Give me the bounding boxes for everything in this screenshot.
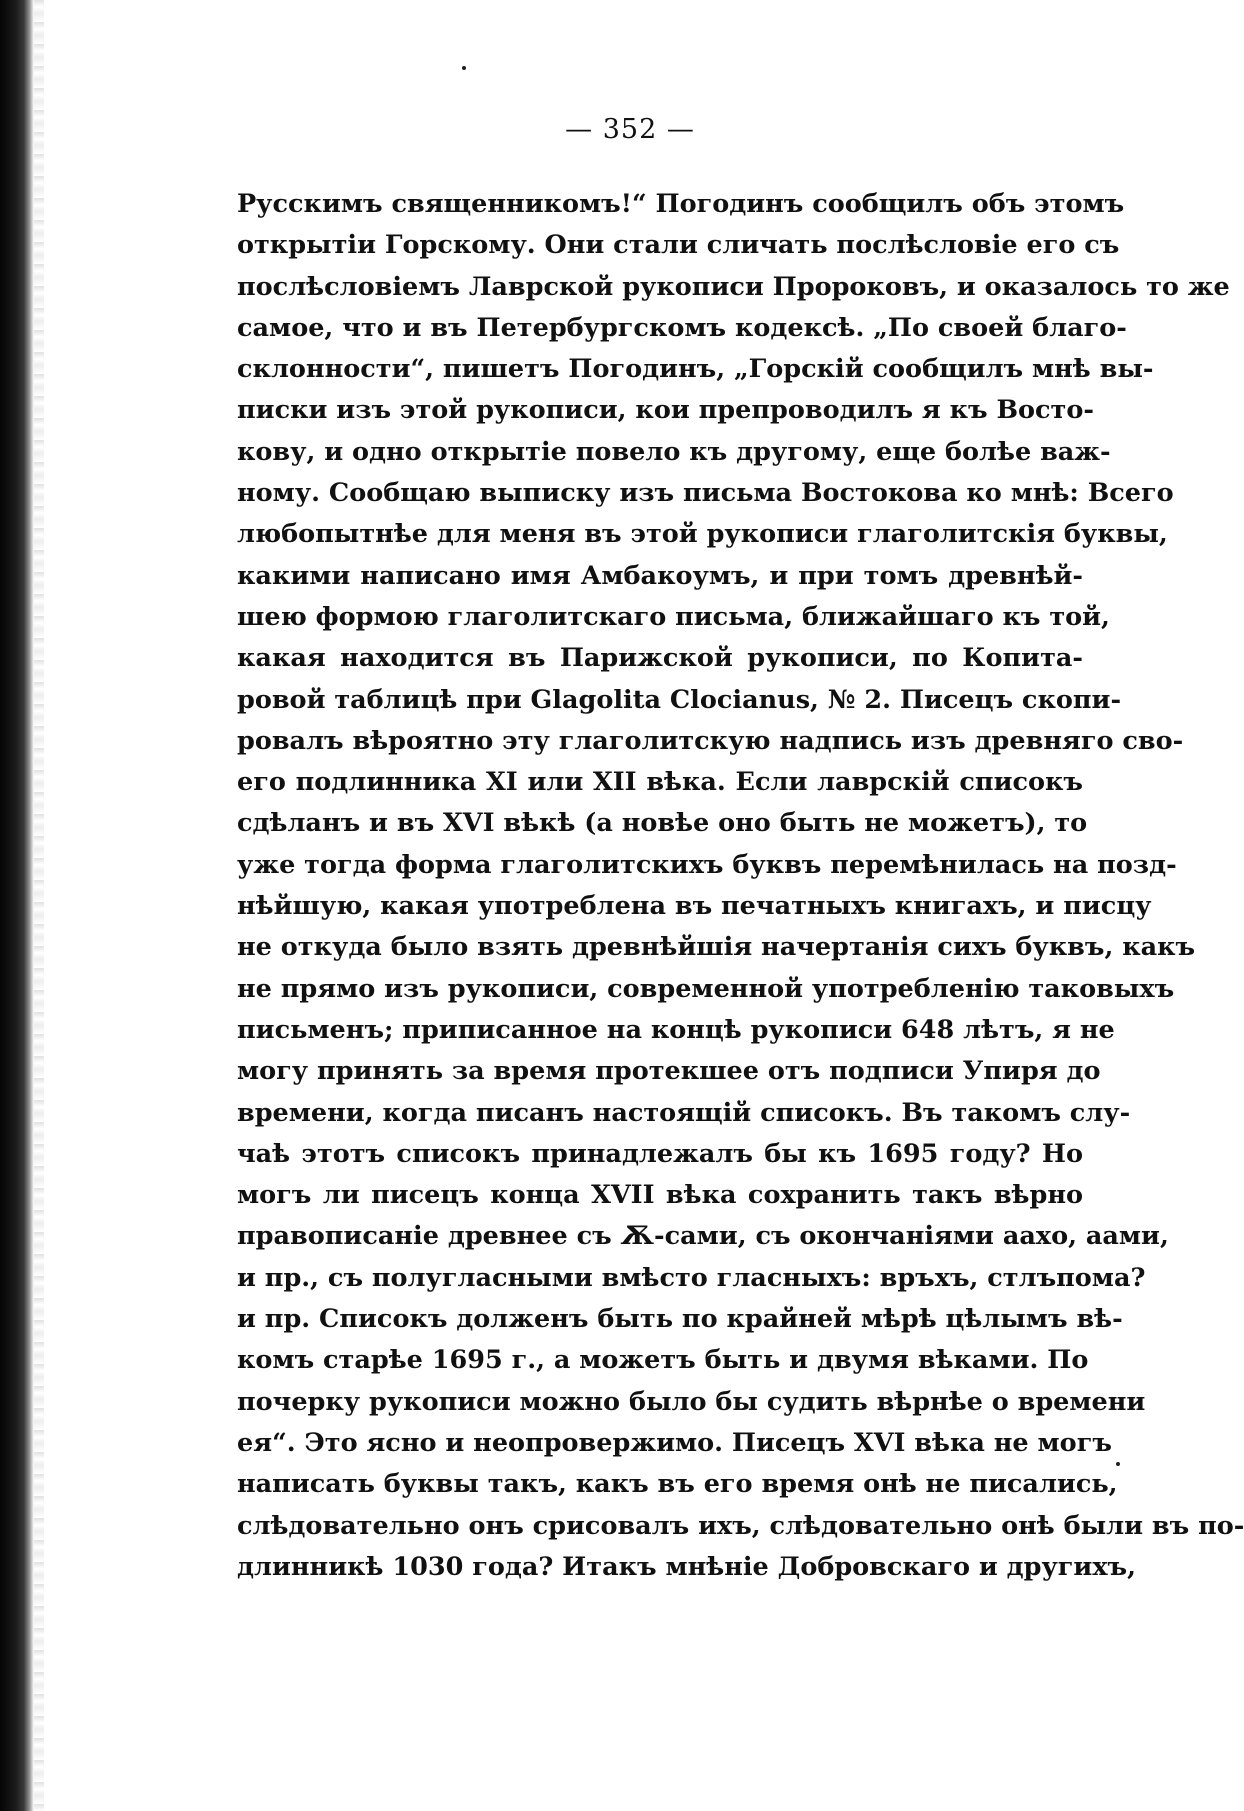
text-line: ровалъ вѣроятно эту глаголитскую надпись изъ древняго сво- xyxy=(237,725,1184,756)
text-line: правописаніе древнее съ Ѫ-сами, съ окончаніями аахо, аами, xyxy=(237,1221,1169,1252)
text-line: могу принять за время протекшее отъ подписи Упиря до xyxy=(237,1056,1101,1087)
text-line: почерку рукописи можно было бы судить вѣрнѣе о времени xyxy=(237,1386,1146,1417)
text-line: сдѣланъ и въ XVI вѣкѣ (а новѣе оно быть не можетъ), то xyxy=(237,808,1088,839)
ink-speck xyxy=(1116,1462,1120,1466)
ink-speck xyxy=(462,66,466,70)
text-line: могъ ли писецъ конца XVII вѣка сохранить такъ вѣрно xyxy=(237,1180,1083,1211)
text-line: любопытнѣе для меня въ этой рукописи глаголитскія буквы, xyxy=(237,519,1168,550)
book-binding-edge xyxy=(0,0,34,1811)
text-line: длинникѣ 1030 года? Итакъ мнѣніе Добровскаго и другихъ, xyxy=(237,1551,1136,1582)
text-line: его подлинника XI или XII вѣка. Если лаврскій списокъ xyxy=(237,767,1083,798)
text-line: и пр. Списокъ долженъ быть по крайней мѣрѣ цѣлымъ вѣ- xyxy=(237,1304,1123,1335)
text-line: времени, когда писанъ настоящій списокъ. Въ такомъ слу- xyxy=(237,1097,1131,1128)
text-line: нѣйшую, какая употреблена въ печатныхъ книгахъ, и писцу xyxy=(237,891,1152,922)
binding-shadow xyxy=(34,0,44,1811)
text-line: не откуда было взять древнѣйшія начертанія сихъ буквъ, какъ xyxy=(237,932,1196,963)
text-line: самое, что и въ Петербургскомъ кодексѣ. „По своей благо- xyxy=(237,312,1127,343)
text-line: чаѣ этотъ списокъ принадлежалъ бы къ 1695 году? Но xyxy=(237,1138,1083,1169)
text-line: ровой таблицѣ при Glagolita Clocianus, № 2. Писецъ скопи- xyxy=(237,684,1122,715)
text-line: слѣдовательно онъ срисовалъ ихъ, слѣдовательно онѣ были въ по- xyxy=(237,1510,1244,1541)
text-line: комъ старѣе 1695 г., а можетъ быть и двумя вѣками. По xyxy=(237,1345,1089,1376)
text-line: написать буквы такъ, какъ въ его время онѣ не писались, xyxy=(237,1469,1118,1500)
text-line: какими написано имя Амбакоумъ, и при томъ древнѣй- xyxy=(237,560,1083,591)
text-line: шею формою глаголитскаго письма, ближайшаго къ той, xyxy=(237,601,1110,632)
text-line: письменъ; приписанное на концѣ рукописи 648 лѣтъ, я не xyxy=(237,1014,1115,1045)
text-line: какая находится въ Парижской рукописи, по Копита- xyxy=(237,643,1083,674)
text-line: уже тогда форма глаголитскихъ буквъ перемѣнилась на позд- xyxy=(237,849,1177,880)
text-line: и пр., съ полугласными вмѣсто гласныхъ: връхъ, стлъпома? xyxy=(237,1262,1146,1293)
text-line: послѣсловіемъ Лаврской рукописи Пророковъ, и оказалось то же xyxy=(237,271,1230,302)
text-line: Русскимъ священникомъ!“ Погодинъ сообщилъ объ этомъ xyxy=(237,189,1125,219)
text-line: кову, и одно открытіе повело къ другому, еще болѣе важ- xyxy=(237,436,1111,467)
text-line: ному. Сообщаю выписку изъ письма Востокова ко мнѣ: Всего xyxy=(237,478,1174,509)
text-line: ея“. Это ясно и неопровержимо. Писецъ XVI вѣка не могъ xyxy=(237,1427,1112,1458)
body-text xyxy=(237,184,1244,1588)
text-line: склонности“, пишетъ Погодинъ, „Горскій сообщилъ мнѣ вы- xyxy=(237,354,1154,385)
text-line: не прямо изъ рукописи, современной употребленію таковыхъ xyxy=(237,973,1175,1004)
page-number: — 352 — xyxy=(565,114,695,145)
text-line: писки изъ этой рукописи, кои препроводилъ я къ Восто- xyxy=(237,395,1094,426)
text-line: открытіи Горскому. Они стали сличать послѣсловіе его съ xyxy=(237,230,1120,261)
